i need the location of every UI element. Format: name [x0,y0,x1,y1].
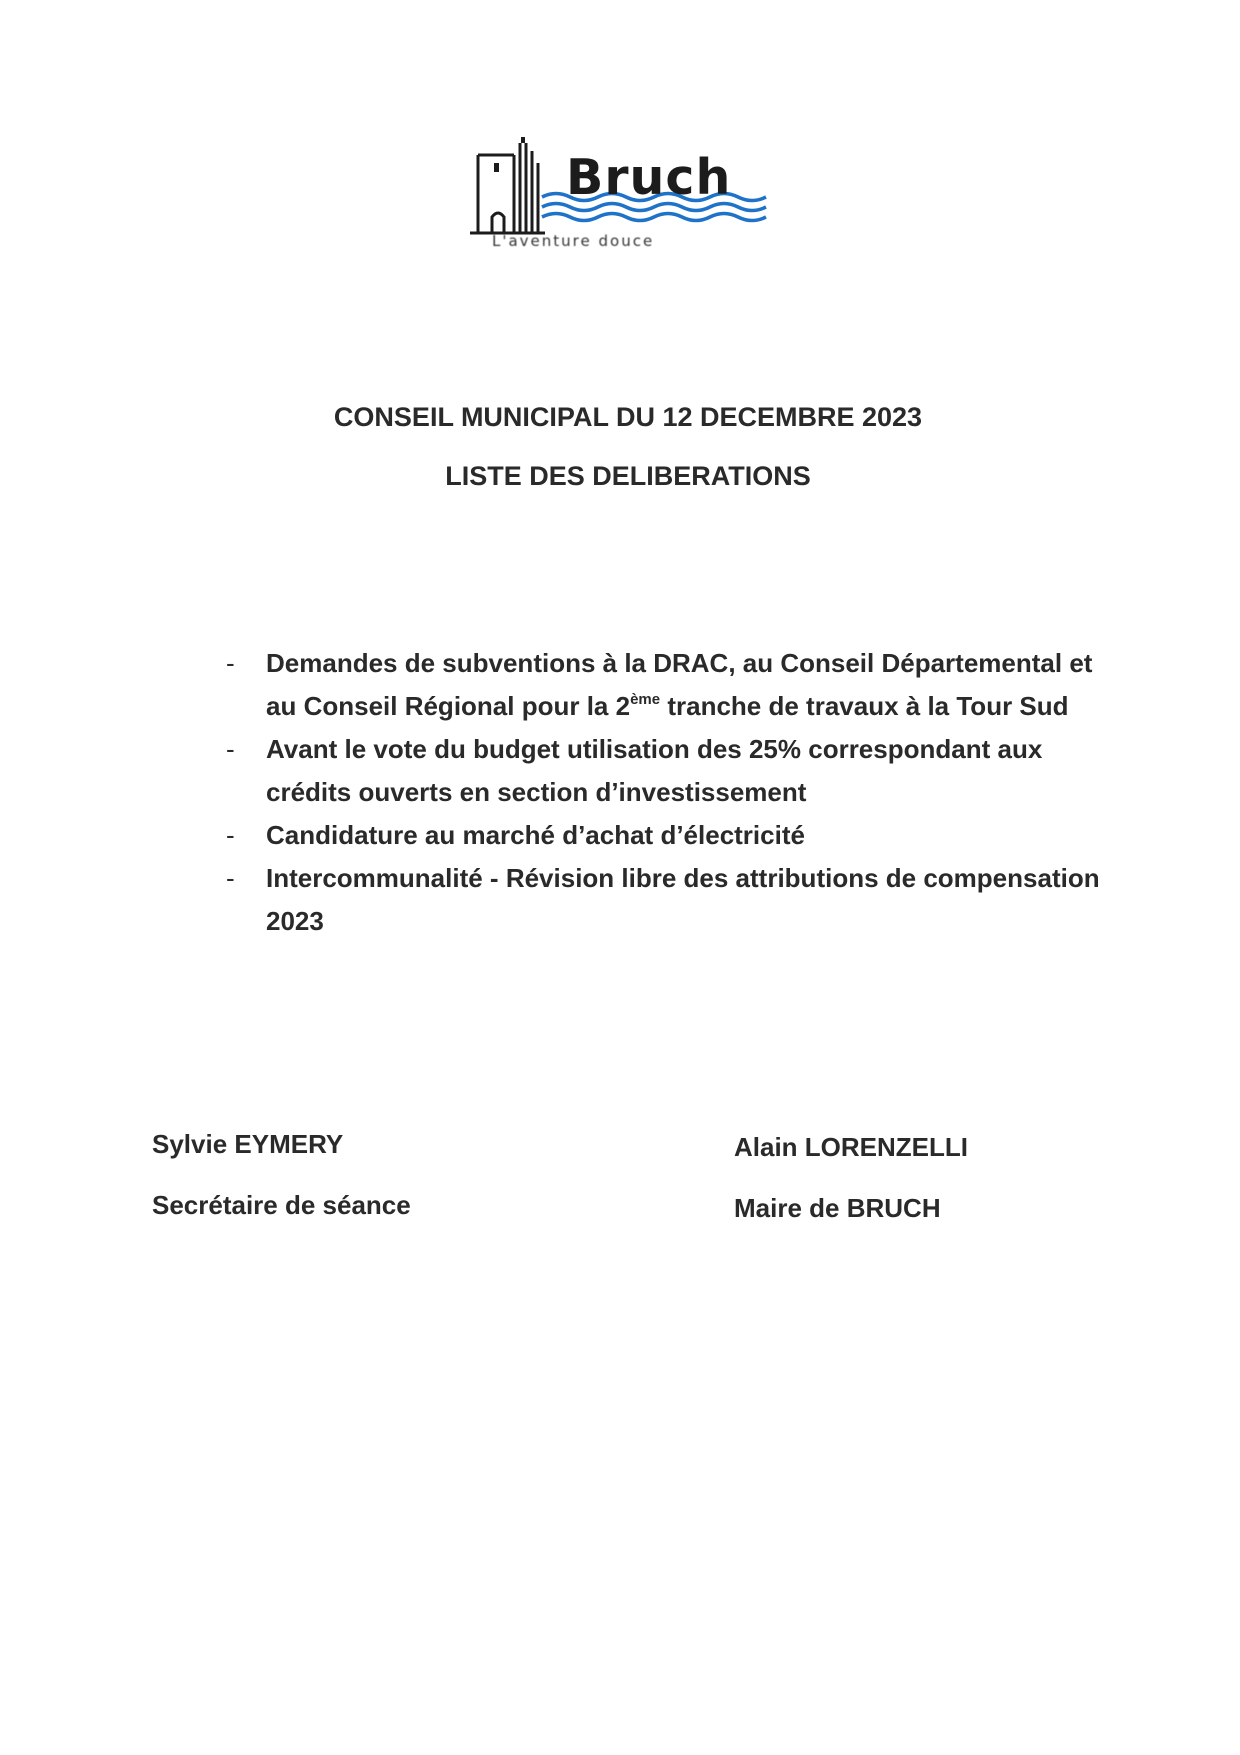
document-title: CONSEIL MUNICIPAL DU 12 DECEMBRE 2023 [333,402,923,432]
secretary-name: Sylvie EYMERY [152,1129,344,1159]
document-subtitle: LISTE DES DELIBERATIONS [445,461,811,491]
list-item [222,728,1102,814]
dash-bullet: - [226,863,235,893]
mayor-name: Alain LORENZELLI [734,1132,968,1162]
list-item-text: Candidature au marché d’achat d’électricité [266,820,805,850]
list-item-text: Avant le vote du budget utilisation des 25% correspondant aux crédits ouverts en section d’investissement [266,734,1043,807]
dash-bullet: - [226,648,235,678]
list-item-text: Intercommunalité - Révision libre des attributions de compensation 2023 [266,863,1100,936]
list-item-superscript: ème [630,691,661,708]
secretary-role: Secrétaire de séance [152,1190,411,1220]
deliberations-list [222,642,1102,943]
list-item-text: Demandes de subventions à la DRAC, au Conseil Départemental et au Conseil Régional pour la 2 [266,648,1093,721]
dash-bullet: - [226,734,235,764]
bruch-logo [470,135,780,260]
logo-tagline: L'aventure douce [492,232,655,250]
dash-bullet: - [226,820,235,850]
mayor-role: Maire de BRUCH [734,1193,941,1223]
list-item-text-end: tranche de travaux à la Tour Sud [660,691,1069,721]
list-item [222,642,1102,728]
logo-name: Bruch [566,149,732,206]
list-item [222,857,1102,943]
list-item [222,814,1102,857]
